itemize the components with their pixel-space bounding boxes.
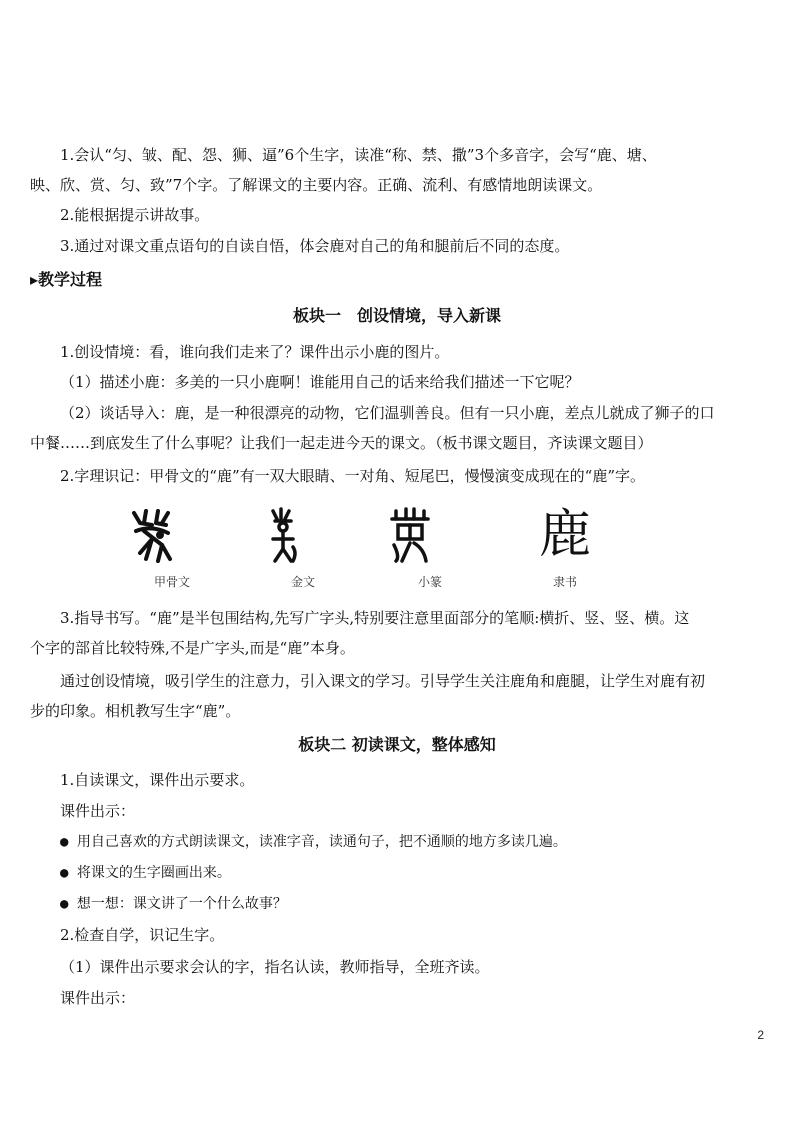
bullet-dot-icon: ● — [60, 896, 69, 912]
block-1-summary-line-2: 步的印象。相机教写生字“鹿”。 — [30, 702, 241, 720]
bronze-deer-glyph-icon — [253, 505, 313, 565]
list-item — [60, 858, 231, 888]
caption-oracle-bone: 甲骨文 — [153, 575, 190, 589]
block-2-step-2a: （1）课件出示要求会认的字，指名认读，教师指导，全班齐读。 — [60, 958, 490, 976]
bullet-text: 用自己喜欢的方式朗读课文，读准字音，读通句子，把不通顺的地方多读几遍。 — [76, 834, 567, 850]
caption-clerical: 隶书 — [552, 575, 577, 589]
script-small-seal — [380, 505, 480, 591]
objective-1-line-1: 1.会认“匀、皱、配、怨、狮、逼”6个生字，读准“称、禁、撒”3个多音字，会写“鹿、塘、 — [60, 146, 657, 164]
objective-3: 3.通过对课文重点语句的自读自悟，体会鹿对自己的角和腿前后不同的态度。 — [60, 237, 570, 255]
block-1-step-1b-line-2: 中餐……到底发生了什么事呢？让我们一起走进今天的课文。（板书课文题目，齐读课文题目） — [30, 434, 653, 452]
courseware-label-1: 课件出示： — [60, 802, 136, 820]
script-clerical — [515, 505, 615, 591]
block-2-step-1: 1.自读课文，课件出示要求。 — [60, 771, 255, 789]
bullet-dot-icon: ● — [60, 834, 69, 850]
small-seal-deer-glyph-icon — [380, 505, 440, 565]
clerical-deer-glyph: 鹿 — [538, 505, 591, 565]
objective-1-line-2: 映、欣、赏、匀、致”7个字。了解课文的主要内容。正确、流利、有感情地朗读课文。 — [30, 176, 603, 194]
bullet-text: 想一想：课文讲了一个什么故事？ — [76, 896, 287, 912]
bullet-text: 将课文的生字圈画出来。 — [76, 865, 231, 881]
script-bronze — [253, 505, 353, 591]
block-1-title: 板块一 创设情境，导入新课 — [292, 306, 501, 325]
courseware-label-2: 课件出示： — [60, 989, 136, 1007]
block-2-step-2: 2.检查自学，识记生字。 — [60, 926, 225, 944]
page-number: 2 — [757, 1028, 764, 1042]
block-1-step-3-line-1: 3.指导书写。“鹿”是半包围结构,先写广字头,特别要注意里面部分的笔顺:横折、竖、竖、横。这 — [60, 609, 690, 627]
block-1-step-1: 1.创设情境：看，谁向我们走来了？课件出示小鹿的图片。 — [60, 343, 450, 361]
oracle-bone-deer-glyph-icon — [122, 505, 182, 565]
block-1-step-3-line-2: 个字的部首比较特殊,不是广字头,而是“鹿”本身。 — [30, 639, 355, 657]
block-2-title: 板块二 初读课文，整体感知 — [298, 735, 496, 754]
block-1-summary-line-1: 通过创设情境，吸引学生的注意力，引入课文的学习。引导学生关注鹿角和鹿腿，让学生对鹿有初 — [60, 672, 706, 690]
teaching-process-heading: ▸教学过程 — [30, 270, 103, 289]
caption-bronze: 金文 — [290, 575, 315, 589]
script-oracle-bone — [122, 505, 222, 591]
list-item — [60, 827, 567, 857]
block-1-step-2: 2.字理识记：甲骨文的“鹿”有一双大眼睛、一对角、短尾巴，慢慢演变成现在的“鹿”字。 — [60, 467, 645, 485]
caption-small-seal: 小篆 — [417, 575, 442, 589]
objective-2: 2.能根据提示讲故事。 — [60, 206, 210, 224]
block-1-step-1a: （1）描述小鹿：多美的一只小鹿啊！谁能用自己的话来给我们描述一下它呢？ — [60, 373, 580, 391]
block-1-step-1b-line-1: （2）谈话导入：鹿，是一种很漂亮的动物，它们温驯善良。但有一只小鹿，差点儿就成了狮子的口 — [60, 404, 715, 422]
list-item — [60, 889, 287, 919]
bullet-dot-icon: ● — [60, 865, 69, 881]
